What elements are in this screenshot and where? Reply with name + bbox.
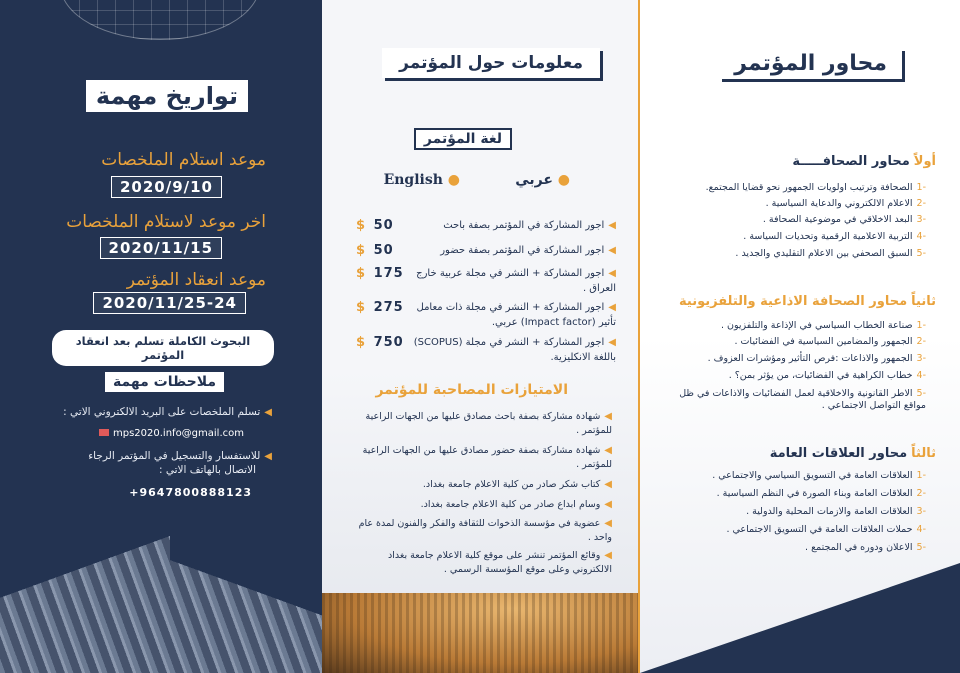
- topic-item: -5السبق الصحفي بين الاعلام التقليدي والجديد .: [735, 248, 926, 259]
- section-title: ثانياًمحاور الصحافة الاذاعية والتلفزيونية: [679, 294, 936, 309]
- conference-info-panel: [322, 0, 640, 673]
- language-title: لغة المؤتمر: [414, 128, 512, 150]
- topic-item: -4حملات العلاقات العامة في التسويق الاجتماعي .: [726, 524, 926, 535]
- topics-title: محاور المؤتمر: [719, 48, 902, 79]
- topic-item: -5الاطر القانونية والاخلاقية لعمل الفضائيات والاذاعات في ظل مواقع التواصل الاجتماعي .: [679, 388, 926, 411]
- topic-item: -3الجمهور والاذاعات :فرص التأثير ومؤشرات العزوف .: [707, 353, 926, 364]
- topic-item: -1العلاقات العامة في التسويق السياسي والاجتماعي .: [712, 470, 926, 481]
- topic-item: -2العلاقات العامة وبناء الصورة في النظم السياسية .: [716, 488, 926, 499]
- globe-graphic: [60, 0, 260, 40]
- topic-item: -5الاعلان ودوره في المجتمع .: [805, 542, 926, 553]
- date-value: 2020/11/15: [100, 237, 222, 259]
- triangle-bullet-icon: ◀: [264, 451, 272, 462]
- fee-row: ◀اجور المشاركة في المؤتمر بصفة باحث $ 50: [356, 218, 616, 233]
- privilege-item: ◀وسام ابداع صادر من كلية الاعلام جامعة بغداد.: [420, 499, 612, 510]
- fold-divider: [638, 0, 640, 673]
- privileges-title: الامتيازات المصاحبة للمؤتمر: [375, 382, 568, 398]
- privilege-item: ◀عضوية في مؤسسة الذخوات للثقافة والفكر والفنون لمدة عام واحد .: [358, 518, 612, 543]
- privilege-item: ◀شهادة مشاركة بصفة باحث مصادق عليها من الجهات الراعية للمؤتمر .: [365, 411, 612, 436]
- conference-topics-panel: [640, 0, 960, 673]
- privilege-item: ◀شهادة مشاركة بصفة حضور مصادق عليها من الجهات الراعية للمؤتمر .: [362, 445, 612, 470]
- topic-item: -2الجمهور والمضامين السياسية في الفضائيات .: [734, 336, 926, 347]
- fee-row: ◀اجور المشاركة في المؤتمر بصفة حضور $ 50: [356, 243, 616, 258]
- mail-icon: [99, 429, 109, 436]
- topic-item: -1الصحافة وترتيب اولويات الجمهور نحو قضايا المجتمع.: [705, 182, 926, 193]
- corner-shape: [170, 523, 322, 673]
- topic-item: -4خطاب الكراهية في الفضائيات، من يؤثر بمن؟ .: [728, 370, 926, 381]
- topic-item: -4التربية الاعلامية الرقمية وتحديات السياسة .: [743, 231, 926, 242]
- important-dates-panel: [0, 0, 322, 673]
- topic-item: -3العلاقات العامة والازمات المحلية والدولية .: [746, 506, 926, 517]
- fee-row: ◀اجور المشاركة + النشر في مجلة عربية خارج العراق . $ 175: [356, 266, 616, 294]
- section-title: أولاًمحاور الصحافـــــة: [792, 154, 936, 169]
- section-title: ثالثاًمحاور العلاقات العامة: [769, 446, 936, 461]
- dates-title: تواريخ مهمة: [86, 80, 248, 112]
- privilege-item: ◀وقائع المؤتمر تنشر على موقع كلية الاعلام جامعة بغداد الالكتروني وعلى موقع المؤسسة الرسمي .: [388, 550, 612, 575]
- topic-item: -3البعد الاخلاقي في موضوعية الصحافة .: [762, 214, 926, 225]
- note-line: ◀للاستفسار والتسجيل في المؤتمر الرجاء: [88, 450, 272, 462]
- info-title: معلومات حول المؤتمر: [382, 48, 600, 78]
- triangle-bullet-icon: ◀: [264, 407, 272, 418]
- note-line: ◀تسلم الملخصات على البريد الالكتروني الاتي :: [63, 406, 272, 418]
- corner-shape: [640, 563, 960, 673]
- fee-row: ◀اجور المشاركة + النشر في مجلة ذات معامل تأثير (Impact factor) عربي. $ 275: [356, 300, 616, 328]
- date-label: موعد استلام الملخصات: [101, 150, 266, 170]
- full-papers-note: البحوث الكاملة تسلم بعد انعقاد المؤتمر: [52, 330, 274, 366]
- privilege-item: ◀كتاب شكر صادر من كلية الاعلام جامعة بغداد.: [422, 479, 612, 490]
- date-label: اخر موعد لاستلام الملخصات: [66, 212, 266, 232]
- phone-number[interactable]: +9647800888123: [129, 486, 252, 499]
- email-row[interactable]: [99, 428, 244, 439]
- topic-item: -1صناعة الخطاب السياسي في الإذاعة والتلفزيون .: [720, 320, 926, 331]
- date-value: 2020/9/10: [111, 176, 222, 198]
- language-item: ● عربي: [515, 172, 570, 188]
- date-label: موعد انعقاد المؤتمر: [126, 270, 266, 290]
- topic-item: -2الاعلام الالكتروني والدعاية السياسية .: [765, 198, 926, 209]
- audience-photo: [322, 593, 640, 673]
- date-value: 2020/11/25-24: [93, 292, 246, 314]
- email-address[interactable]: mps2020.info@gmail.com: [113, 428, 244, 439]
- notes-title: ملاحظات مهمة: [105, 372, 224, 392]
- fee-row: ◀اجور المشاركة + النشر في مجلة (SCOPUS) باللغة الانكليزية. $ 750: [356, 335, 616, 363]
- note-line: الاتصال بالهاتف الاتي :: [158, 464, 256, 476]
- language-item: English ●: [383, 172, 460, 188]
